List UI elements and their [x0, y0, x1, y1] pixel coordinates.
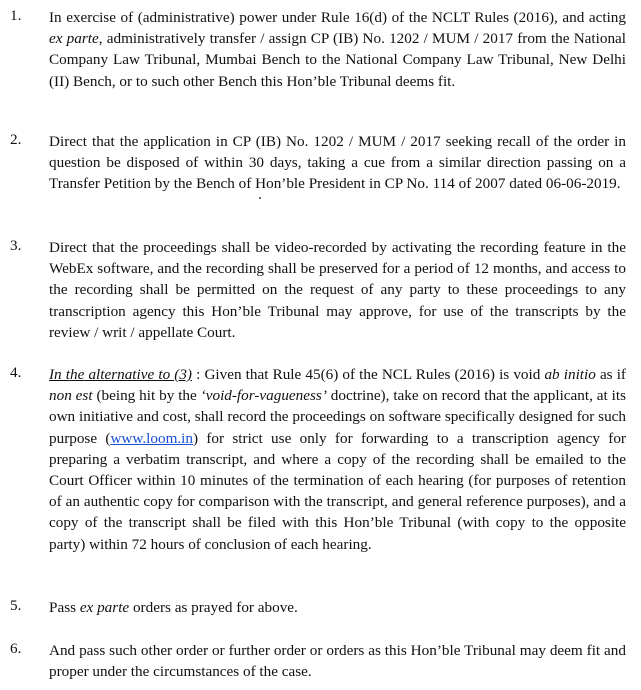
item-text: In exercise of (administrative) power under Rule 16(d) of the NCLT Rules (2016), and acting ex parte, administratively transfer / assign CP (IB) No. 1202 / MUM / 2017 from the National Company Law Tribunal, Mumbai Bench to the National Company Law Tribunal, New Delhi (II) Bench, or to such other Bench this Hon’ble Tribunal deems fit. — [49, 9, 626, 90]
item-text: Direct that the application in CP (IB) No. 1202 / MUM / 2017 seeking recall of the order in question be disposed of within 30 days, taking a cue from a similar direction passing on a Transfer Petition by the Bench of Hon’ble President in CP No. 114 of 2007 dated 06-06-2019. — [49, 133, 626, 193]
item-text: And pass such other order or further order or orders as this Hon’ble Tribunal may deem fit and proper under the circumstances of the case. — [49, 642, 626, 681]
item-number: 4. — [10, 364, 22, 381]
item-number: 6. — [10, 640, 22, 657]
item-number: 3. — [10, 237, 22, 254]
item-text: Pass ex parte orders as prayed for above. — [49, 599, 298, 616]
loom-link[interactable]: www.loom.in — [110, 429, 193, 447]
item-number: 1. — [10, 7, 22, 24]
item-text: In the alternative to (3) : Given that Rule 45(6) of the NCL Rules (2016) is void ab initio as if non est (being hit by the ‘void-for-vagueness’ doctrine), take on record that the applicant, at its own initiative and cost, shall record the proceedings on software specifically designed for such purpose (www.loom.in) for strict use only for forwarding to a transcription agency for preparing a verbatim transcript, and where a copy of the recording shall be emailed to the Court Officer within 10 minutes of the termination of each hearing (for purposes of retention of an authentic copy for comparison with the transcript, and general reference purposes), and a copy of the transcript shall be filed with this Hon’ble Tribunal (with copy to the opposite party) within 72 hours of conclusion of each hearing. — [49, 366, 627, 553]
list-item — [10, 131, 626, 195]
alternative-heading: In the alternative to (3) — [49, 366, 192, 383]
item-number: 2. — [10, 131, 22, 148]
list-item — [10, 237, 626, 343]
list-item — [10, 364, 626, 555]
item-number: 5. — [10, 597, 22, 614]
list-item — [10, 597, 626, 618]
list-item — [10, 7, 626, 92]
list-item — [10, 640, 626, 682]
item-text: Direct that the proceedings shall be video-recorded by activating the recording feature in the WebEx software, and the recording shall be preserved for a period of 12 months, and access to the recording shall be permitted on the request of any party to these proceedings to any transcription agency this Hon’ble Tribunal may approve, for use of the transcripts by the review / writ / appellate Court. — [49, 239, 626, 341]
stray-mark — [259, 197, 261, 199]
